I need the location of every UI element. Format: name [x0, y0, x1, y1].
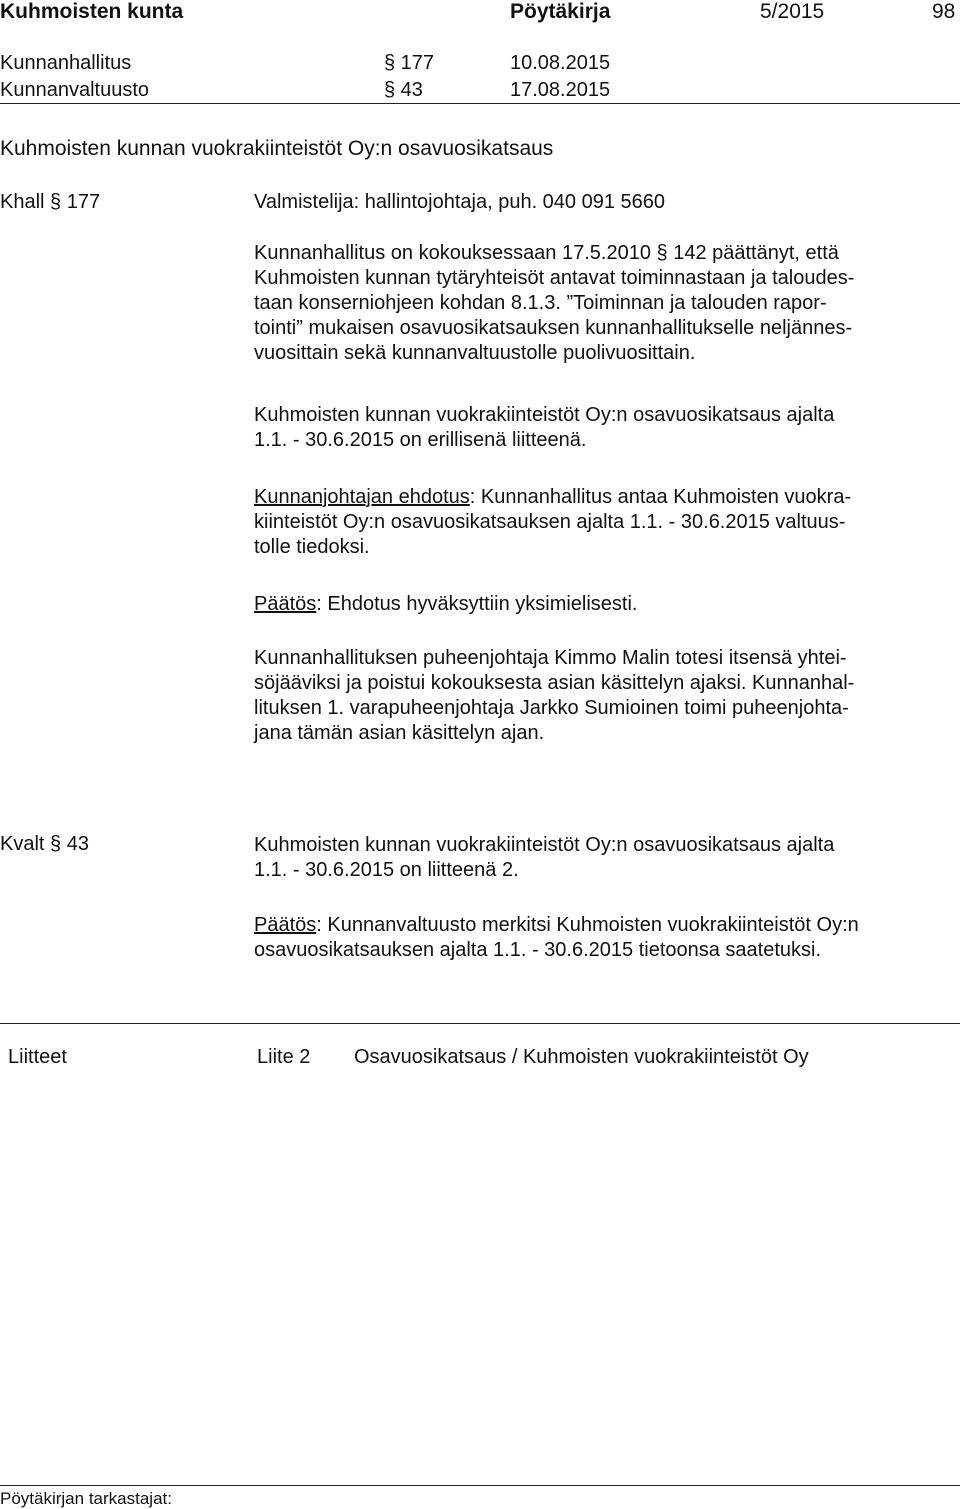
proposal-paragraph [254, 485, 960, 560]
text-line: Kuhmoisten kunnan vuokrakiinteistöt Oy:n osavuosikatsaus ajalta [254, 404, 835, 426]
meeting-section-1: § 177 [384, 52, 435, 74]
attachments-rule [0, 1023, 960, 1024]
kvalt-decision [254, 913, 960, 963]
text-line: osavuosikatsauksen ajalta 1.1. - 30.6.2015 tietoonsa saatetuksi. [254, 939, 822, 961]
municipality-name: Kuhmoisten kunta [0, 0, 184, 23]
text-line: 1.1. - 30.6.2015 on liitteenä 2. [254, 859, 519, 881]
text-line: lituksen 1. varapuheenjohtaja Jarkko Sumioinen toimi puheenjohta- [254, 697, 849, 719]
page-number: 98 [932, 0, 956, 23]
text-line: Kuhmoisten kunnan vuokrakiinteistöt Oy:n osavuosikatsaus ajalta [254, 834, 835, 856]
meeting-date-2: 17.08.2015 [510, 79, 611, 101]
text-line: : Kunnanvaltuusto merkitsi Kuhmoisten vuokrakiinteistöt Oy:n [316, 914, 859, 936]
khall-decision [254, 592, 960, 617]
text-line: söjääviksi ja poistui kokouksesta asian käsittelyn ajaksi. Kunnanhal- [254, 672, 855, 694]
text-line: 1.1. - 30.6.2015 on erillisenä liitteenä. [254, 429, 587, 451]
khall-paragraph-1 [254, 241, 960, 366]
attachments-label: Liitteet [8, 1046, 67, 1068]
khall-paragraph-3 [254, 646, 960, 746]
meeting-date-1: 10.08.2015 [510, 52, 611, 74]
text-line: kiinteistöt Oy:n osavuosikatsauksen ajalta 1.1. - 30.6.2015 valtuus- [254, 511, 846, 533]
khall-paragraph-2 [254, 403, 960, 453]
document-type: Pöytäkirja [510, 0, 611, 23]
kvalt-reference: Kvalt § 43 [0, 833, 89, 855]
khall-reference: Khall § 177 [0, 191, 101, 213]
preparer-line: Valmistelija: hallintojohtaja, puh. 040 091 5660 [254, 191, 666, 213]
text-line: Kunnanhallitus on kokouksessaan 17.5.2010 § 142 päättänyt, että [254, 242, 839, 264]
issue-number: 5/2015 [760, 0, 825, 23]
text-line: vuosittain sekä kunnanvaltuustolle puolivuosittain. [254, 342, 696, 364]
attachment-description: Osavuosikatsaus / Kuhmoisten vuokrakiinteistöt Oy [354, 1046, 809, 1068]
decision-label: Päätös [254, 593, 317, 615]
header-rule [0, 103, 960, 104]
decision-label: Päätös [254, 914, 317, 936]
document-title: Kuhmoisten kunnan vuokrakiinteistöt Oy:n osavuosikatsaus [0, 137, 554, 160]
attachment-code: Liite 2 [257, 1046, 311, 1068]
text-line: taan konserniohjeen kohdan 8.1.3. ”Toiminnan ja talouden rapor- [254, 292, 827, 314]
text-line: Kuhmoisten kunnan tytäryhteisöt antavat toiminnastaan ja taloudes- [254, 267, 855, 289]
meeting-body-1: Kunnanhallitus [0, 52, 132, 74]
text-line: : Kunnanhallitus antaa Kuhmoisten vuokra- [469, 486, 852, 508]
reviewers-label: Pöytäkirjan tarkastajat: [0, 1489, 172, 1508]
kvalt-paragraph-1 [254, 833, 960, 883]
text-line: : Ehdotus hyväksyttiin yksimielisesti. [316, 593, 638, 615]
proposal-label: Kunnanjohtajan ehdotus [254, 486, 470, 508]
text-line: tolle tiedoksi. [254, 536, 370, 558]
footer-rule [0, 1485, 960, 1486]
text-line: Kunnanhallituksen puheenjohtaja Kimmo Malin totesi itsensä yhtei- [254, 647, 847, 669]
text-line: tointi” mukaisen osavuosikatsauksen kunnanhallitukselle neljännes- [254, 317, 853, 339]
meeting-body-2: Kunnanvaltuusto [0, 79, 150, 101]
meeting-section-2: § 43 [384, 79, 423, 101]
text-line: jana tämän asian käsittelyn ajan. [254, 722, 545, 744]
